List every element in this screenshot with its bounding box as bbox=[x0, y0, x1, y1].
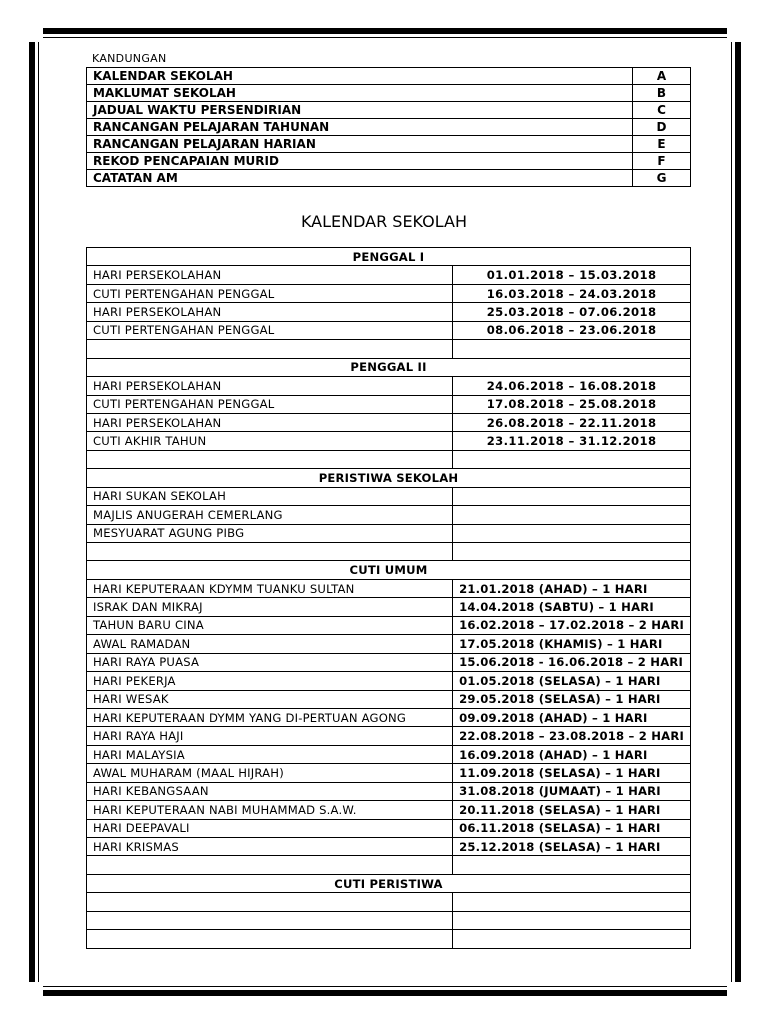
event-label: CUTI PERTENGAHAN PENGGAL bbox=[87, 321, 453, 339]
event-label bbox=[87, 893, 453, 911]
event-label: AWAL RAMADAN bbox=[87, 635, 453, 653]
calendar-row bbox=[87, 284, 691, 302]
event-label: HARI KEPUTERAAN NABI MUHAMMAD S.A.W. bbox=[87, 801, 453, 819]
event-label: HARI RAYA HAJI bbox=[87, 727, 453, 745]
section-heading: CUTI PERISTIWA bbox=[87, 874, 691, 892]
toc-letter: G bbox=[633, 170, 691, 187]
calendar-row bbox=[87, 653, 691, 671]
calendar-row bbox=[87, 340, 691, 358]
event-label: HARI PERSEKOLAHAN bbox=[87, 266, 453, 284]
event-date: 26.08.2018 – 22.11.2018 bbox=[453, 413, 691, 431]
calendar-row bbox=[87, 727, 691, 745]
calendar-row bbox=[87, 524, 691, 542]
calendar-row bbox=[87, 543, 691, 561]
calendar-row bbox=[87, 838, 691, 856]
event-date: 23.11.2018 – 31.12.2018 bbox=[453, 432, 691, 450]
event-date: 06.11.2018 (SELASA) – 1 HARI bbox=[453, 819, 691, 837]
event-label: TAHUN BARU CINA bbox=[87, 616, 453, 634]
calendar-row bbox=[87, 598, 691, 616]
section-heading: CUTI UMUM bbox=[87, 561, 691, 579]
event-label: HARI KEBANGSAAN bbox=[87, 782, 453, 800]
section-heading-row bbox=[87, 248, 691, 266]
event-label: HARI KRISMAS bbox=[87, 838, 453, 856]
event-date bbox=[453, 930, 691, 948]
event-date bbox=[453, 911, 691, 929]
calendar-row bbox=[87, 321, 691, 339]
event-label: ISRAK DAN MIKRAJ bbox=[87, 598, 453, 616]
event-label bbox=[87, 930, 453, 948]
frame-corner bbox=[727, 982, 741, 996]
event-date: 29.05.2018 (SELASA) – 1 HARI bbox=[453, 690, 691, 708]
calendar-row bbox=[87, 413, 691, 431]
calendar-row bbox=[87, 782, 691, 800]
calendar-row bbox=[87, 764, 691, 782]
calendar-row bbox=[87, 708, 691, 726]
toc-row bbox=[87, 170, 691, 187]
toc-letter: D bbox=[633, 119, 691, 136]
toc-row bbox=[87, 136, 691, 153]
toc-letter: E bbox=[633, 136, 691, 153]
toc-letter: C bbox=[633, 102, 691, 119]
toc-title: RANCANGAN PELAJARAN HARIAN bbox=[87, 136, 633, 153]
event-label: HARI SUKAN SEKOLAH bbox=[87, 487, 453, 505]
calendar-row bbox=[87, 893, 691, 911]
toc-letter: F bbox=[633, 153, 691, 170]
event-date: 15.06.2018 - 16.06.2018 – 2 HARI bbox=[453, 653, 691, 671]
event-label: MAJLIS ANUGERAH CEMERLANG bbox=[87, 506, 453, 524]
calendar-row bbox=[87, 856, 691, 874]
calendar-row bbox=[87, 616, 691, 634]
toc-letter: B bbox=[633, 85, 691, 102]
event-date: 22.08.2018 – 23.08.2018 – 2 HARI bbox=[453, 727, 691, 745]
event-date bbox=[453, 450, 691, 468]
event-label: MESYUARAT AGUNG PIBG bbox=[87, 524, 453, 542]
page-title: KALENDAR SEKOLAH bbox=[300, 212, 468, 231]
event-label: CUTI PERTENGAHAN PENGGAL bbox=[87, 284, 453, 302]
event-date bbox=[453, 543, 691, 561]
calendar-row bbox=[87, 579, 691, 597]
section-heading: PENGGAL I bbox=[87, 248, 691, 266]
event-label: CUTI PERTENGAHAN PENGGAL bbox=[87, 395, 453, 413]
toc-letter: A bbox=[633, 68, 691, 85]
event-label: HARI KEPUTERAAN DYMM YANG DI-PERTUAN AGONG bbox=[87, 708, 453, 726]
event-label bbox=[87, 340, 453, 358]
calendar-row bbox=[87, 745, 691, 763]
toc-row bbox=[87, 102, 691, 119]
event-label: HARI PERSEKOLAHAN bbox=[87, 377, 453, 395]
event-label: HARI PEKERJA bbox=[87, 672, 453, 690]
school-calendar-table bbox=[86, 247, 691, 949]
event-label: HARI WESAK bbox=[87, 690, 453, 708]
toc-row bbox=[87, 119, 691, 136]
calendar-row bbox=[87, 672, 691, 690]
event-date: 01.01.2018 – 15.03.2018 bbox=[453, 266, 691, 284]
frame-corner bbox=[29, 28, 43, 42]
event-date: 08.06.2018 – 23.06.2018 bbox=[453, 321, 691, 339]
event-label: HARI DEEPAVALI bbox=[87, 819, 453, 837]
calendar-row bbox=[87, 450, 691, 468]
calendar-row bbox=[87, 801, 691, 819]
event-date: 24.06.2018 – 16.08.2018 bbox=[453, 377, 691, 395]
section-heading-row bbox=[87, 561, 691, 579]
event-date: 31.08.2018 (JUMAAT) – 1 HARI bbox=[453, 782, 691, 800]
event-label bbox=[87, 543, 453, 561]
calendar-row bbox=[87, 690, 691, 708]
event-date: 09.09.2018 (AHAD) – 1 HARI bbox=[453, 708, 691, 726]
toc-title: CATATAN AM bbox=[87, 170, 633, 187]
event-date: 17.08.2018 – 25.08.2018 bbox=[453, 395, 691, 413]
toc-row bbox=[87, 85, 691, 102]
calendar-row bbox=[87, 487, 691, 505]
event-date: 17.05.2018 (KHAMIS) – 1 HARI bbox=[453, 635, 691, 653]
event-date bbox=[453, 856, 691, 874]
event-date: 01.05.2018 (SELASA) – 1 HARI bbox=[453, 672, 691, 690]
calendar-row bbox=[87, 432, 691, 450]
event-date: 16.02.2018 – 17.02.2018 – 2 HARI bbox=[453, 616, 691, 634]
frame-corner bbox=[727, 28, 741, 42]
event-date: 11.09.2018 (SELASA) – 1 HARI bbox=[453, 764, 691, 782]
event-label: HARI MALAYSIA bbox=[87, 745, 453, 763]
event-label bbox=[87, 856, 453, 874]
event-label bbox=[87, 911, 453, 929]
calendar-row bbox=[87, 911, 691, 929]
event-date bbox=[453, 487, 691, 505]
event-date: 25.12.2018 (SELASA) – 1 HARI bbox=[453, 838, 691, 856]
toc-title: REKOD PENCAPAIAN MURID bbox=[87, 153, 633, 170]
table-of-contents bbox=[86, 67, 691, 187]
toc-row bbox=[87, 68, 691, 85]
event-date bbox=[453, 506, 691, 524]
toc-title: RANCANGAN PELAJARAN TAHUNAN bbox=[87, 119, 633, 136]
toc-row bbox=[87, 153, 691, 170]
event-date bbox=[453, 524, 691, 542]
toc-title: JADUAL WAKTU PERSENDIRIAN bbox=[87, 102, 633, 119]
calendar-row bbox=[87, 635, 691, 653]
event-date bbox=[453, 893, 691, 911]
event-label: HARI PERSEKOLAHAN bbox=[87, 303, 453, 321]
calendar-row bbox=[87, 930, 691, 948]
event-label bbox=[87, 450, 453, 468]
toc-caption: KANDUNGAN bbox=[92, 52, 167, 65]
section-heading-row bbox=[87, 358, 691, 376]
event-date: 16.09.2018 (AHAD) – 1 HARI bbox=[453, 745, 691, 763]
section-heading: PENGGAL II bbox=[87, 358, 691, 376]
event-date: 14.04.2018 (SABTU) – 1 HARI bbox=[453, 598, 691, 616]
calendar-row bbox=[87, 377, 691, 395]
toc-title: MAKLUMAT SEKOLAH bbox=[87, 85, 633, 102]
calendar-row bbox=[87, 303, 691, 321]
event-label: HARI PERSEKOLAHAN bbox=[87, 413, 453, 431]
event-date: 20.11.2018 (SELASA) – 1 HARI bbox=[453, 801, 691, 819]
toc-title: KALENDAR SEKOLAH bbox=[87, 68, 633, 85]
calendar-row bbox=[87, 395, 691, 413]
section-heading-row bbox=[87, 874, 691, 892]
event-date: 16.03.2018 – 24.03.2018 bbox=[453, 284, 691, 302]
calendar-row bbox=[87, 506, 691, 524]
event-date bbox=[453, 340, 691, 358]
event-label: HARI KEPUTERAAN KDYMM TUANKU SULTAN bbox=[87, 579, 453, 597]
section-heading: PERISTIWA SEKOLAH bbox=[87, 469, 691, 487]
section-heading-row bbox=[87, 469, 691, 487]
calendar-row bbox=[87, 819, 691, 837]
event-date: 25.03.2018 – 07.06.2018 bbox=[453, 303, 691, 321]
event-date: 21.01.2018 (AHAD) – 1 HARI bbox=[453, 579, 691, 597]
calendar-row bbox=[87, 266, 691, 284]
event-label: CUTI AKHIR TAHUN bbox=[87, 432, 453, 450]
event-label: AWAL MUHARAM (MAAL HIJRAH) bbox=[87, 764, 453, 782]
frame-corner bbox=[29, 982, 43, 996]
event-label: HARI RAYA PUASA bbox=[87, 653, 453, 671]
